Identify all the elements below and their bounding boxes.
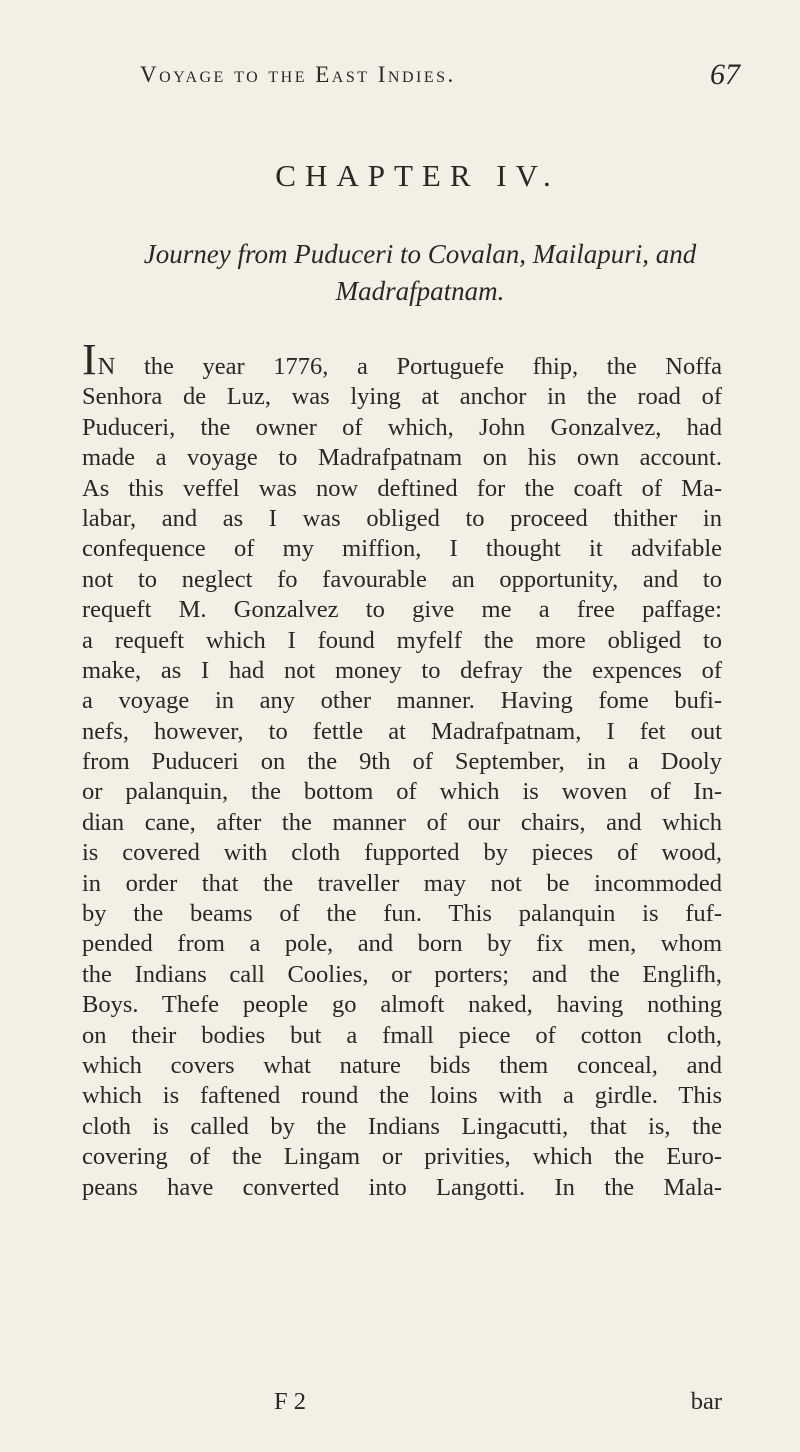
text-line-content: N the year 1776, a Portuguefe fhip, the Noffa xyxy=(97,353,722,380)
text-line: not to neglect fo favourable an opportunity, and to xyxy=(82,565,722,593)
text-line: cloth is called by the Indians Lingacutti, that is, the xyxy=(82,1112,722,1140)
catchword: bar xyxy=(690,1388,722,1415)
text-line: nefs, however, to fettle at Madrafpatnam, I fet out xyxy=(82,717,722,745)
text-line: peans have converted into Langotti. In the Mala- xyxy=(82,1173,722,1201)
text-line: dian cane, after the manner of our chairs, and which xyxy=(82,808,722,836)
text-line: the Indians call Coolies, or porters; and the Englifh, xyxy=(82,960,722,988)
drop-cap: I xyxy=(82,335,98,384)
body-text xyxy=(82,335,722,1203)
text-line: Boys. Thefe people go almoft naked, having nothing xyxy=(82,991,722,1019)
text-line: As this veffel was now deftined for the coaft of Ma- xyxy=(82,474,722,502)
page-footer xyxy=(82,1388,722,1420)
text-line: covering of the Lingam or privities, which the Euro- xyxy=(82,1143,722,1171)
text-line: confequence of my miffion, I thought it advifable xyxy=(82,535,722,563)
text-line: Senhora de Luz, was lying at anchor in the road of xyxy=(82,383,722,411)
text-line: by the beams of the fun. This palanquin is fuf- xyxy=(82,900,722,928)
text-line: make, as I had not money to defray the expences of xyxy=(82,656,722,684)
text-line: labar, and as I was obliged to proceed thither in xyxy=(82,504,722,532)
chapter-heading: CHAPTER IV. xyxy=(275,158,560,193)
running-head xyxy=(140,58,740,102)
text-line: on their bodies but a fmall piece of cotton cloth, xyxy=(82,1021,722,1049)
subtitle-line: Journey from Puduceri to Covalan, Mailapuri, and xyxy=(143,239,697,269)
page-number: 67 xyxy=(710,58,740,91)
text-line: from Puduceri on the 9th of September, in a Dooly xyxy=(82,748,722,776)
text-line xyxy=(82,335,722,384)
subtitle-line: Madrafpatnam. xyxy=(335,276,505,306)
text-line: made a voyage to Madrafpatnam on his own account. xyxy=(82,444,722,472)
text-line: a requeft which I found myfelf the more obliged to xyxy=(82,626,722,654)
text-line: or palanquin, the bottom of which is woven of In- xyxy=(82,778,722,806)
signature-mark: F 2 xyxy=(274,1388,307,1415)
text-line: is covered with cloth fupported by pieces of wood, xyxy=(82,839,722,867)
running-title: Voyage to the East Indies. xyxy=(140,62,456,87)
text-line: a voyage in any other manner. Having fome bufi- xyxy=(82,687,722,715)
text-line: which covers what nature bids them conceal, and xyxy=(82,1051,722,1079)
text-line: in order that the traveller may not be incommoded xyxy=(82,869,722,897)
text-line: which is faftened round the loins with a girdle. This xyxy=(82,1082,722,1110)
text-line: requeft M. Gonzalvez to give me a free paffage: xyxy=(82,596,722,624)
text-line: Puduceri, the owner of which, John Gonzalvez, had xyxy=(82,413,722,441)
chapter-subtitle xyxy=(120,236,720,310)
text-line: pended from a pole, and born by fix men, whom xyxy=(82,930,722,958)
